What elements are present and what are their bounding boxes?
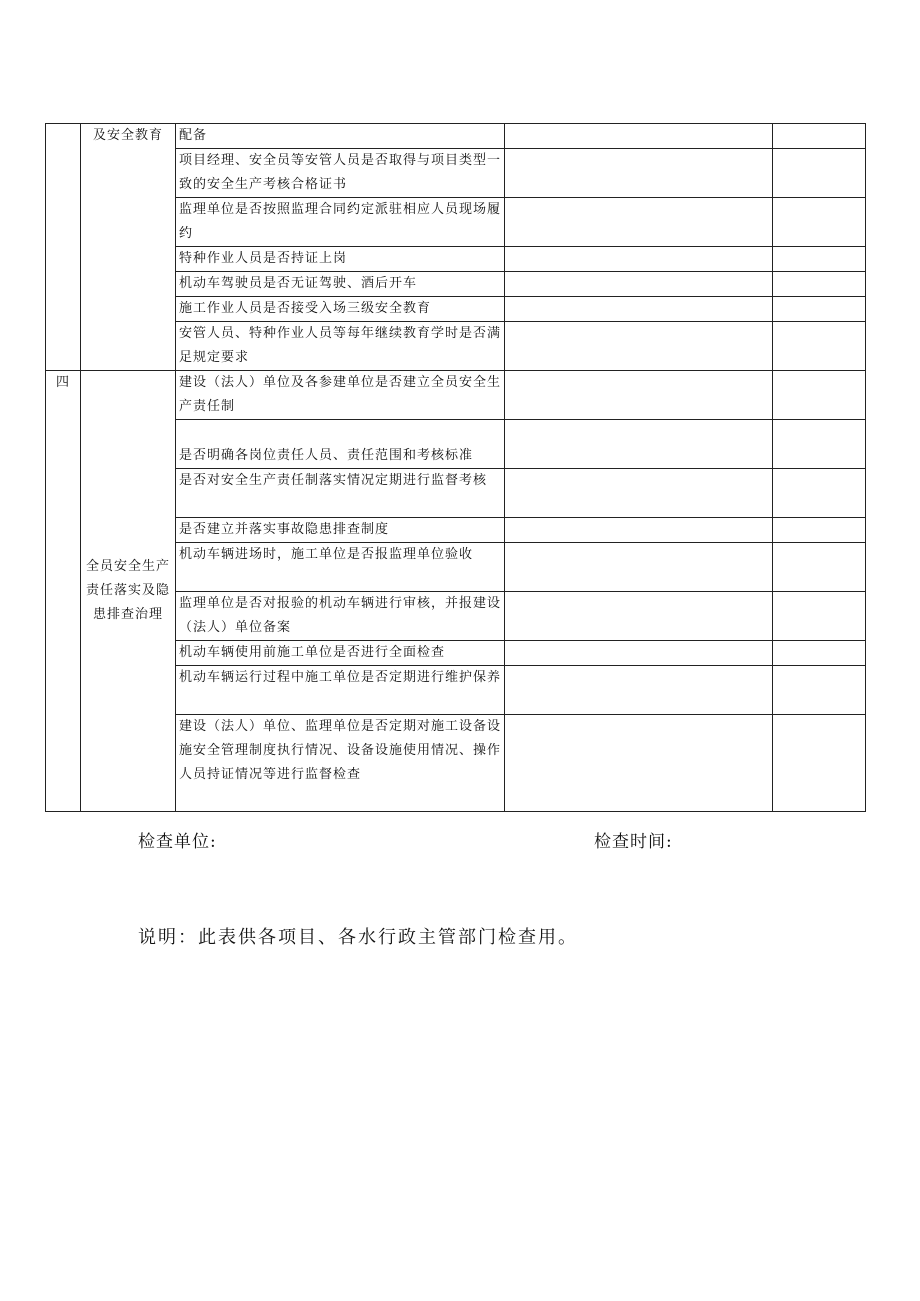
result-cell[interactable]	[505, 297, 773, 322]
check-item: 监理单位是否按照监理合同约定派驻相应人员现场履约	[176, 198, 505, 247]
inspection-checklist-table	[45, 123, 866, 812]
check-item: 特种作业人员是否持证上岗	[176, 247, 505, 272]
result-cell[interactable]	[505, 247, 773, 272]
check-item: 是否明确各岗位责任人员、责任范围和考核标准	[176, 420, 505, 469]
remark-cell[interactable]	[773, 592, 866, 641]
check-item: 是否建立并落实事故隐患排查制度	[176, 518, 505, 543]
remark-cell[interactable]	[773, 469, 866, 518]
section-number-cell	[46, 371, 81, 812]
remark-cell[interactable]	[773, 715, 866, 812]
check-item: 是否对安全生产责任制落实情况定期进行监督考核	[176, 469, 505, 518]
check-item: 施工作业人员是否接受入场三级安全教育	[176, 297, 505, 322]
remark-cell[interactable]	[773, 371, 866, 420]
section-category-cell	[81, 124, 176, 371]
section-number-cell	[46, 124, 81, 371]
inspection-time-label: 检查时间:	[594, 832, 673, 852]
check-item: 项目经理、安全员等安管人员是否取得与项目类型一致的安全生产考核合格证书	[176, 149, 505, 198]
result-cell[interactable]	[505, 272, 773, 297]
check-item: 机动车辆运行过程中施工单位是否定期进行维护保养	[176, 666, 505, 715]
remark-cell[interactable]	[773, 543, 866, 592]
result-cell[interactable]	[505, 543, 773, 592]
result-cell[interactable]	[505, 641, 773, 666]
remark-cell[interactable]	[773, 297, 866, 322]
section-number: 四	[55, 375, 70, 390]
remark-cell[interactable]	[773, 124, 866, 149]
footnote: 说明：此表供各项目、各水行政主管部门检查用。	[138, 927, 578, 948]
result-cell[interactable]	[505, 198, 773, 247]
remark-cell[interactable]	[773, 247, 866, 272]
inspection-unit-label: 检查单位:	[138, 832, 217, 852]
result-cell[interactable]	[505, 592, 773, 641]
remark-cell[interactable]	[773, 198, 866, 247]
check-item: 建设（法人）单位及各参建单位是否建立全员安全生产责任制	[176, 371, 505, 420]
result-cell[interactable]	[505, 518, 773, 543]
result-cell[interactable]	[505, 666, 773, 715]
section-category-label: 及安全教育	[92, 128, 163, 143]
remark-cell[interactable]	[773, 641, 866, 666]
check-item: 机动车驾驶员是否无证驾驶、酒后开车	[176, 272, 505, 297]
result-cell[interactable]	[505, 469, 773, 518]
section-category-cell	[81, 371, 176, 812]
check-item: 机动车辆进场时，施工单位是否报监理单位验收	[176, 543, 505, 592]
remark-cell[interactable]	[773, 322, 866, 371]
check-item: 建设（法人）单位、监理单位是否定期对施工设备设施安全管理制度执行情况、设备设施使用情况、操作人员持证情况等进行监督检查	[176, 715, 505, 812]
check-item: 安管人员、特种作业人员等每年继续教育学时是否满足规定要求	[176, 322, 505, 371]
check-item: 机动车辆使用前施工单位是否进行全面检查	[176, 641, 505, 666]
result-cell[interactable]	[505, 420, 773, 469]
result-cell[interactable]	[505, 371, 773, 420]
section-category-label: 全员安全生产责任落实及隐患排查治理	[85, 559, 170, 622]
table-row	[46, 124, 866, 149]
remark-cell[interactable]	[773, 149, 866, 198]
remark-cell[interactable]	[773, 666, 866, 715]
result-cell[interactable]	[505, 149, 773, 198]
result-cell[interactable]	[505, 124, 773, 149]
result-cell[interactable]	[505, 322, 773, 371]
remark-cell[interactable]	[773, 420, 866, 469]
table-row	[46, 371, 866, 420]
result-cell[interactable]	[505, 715, 773, 812]
remark-cell[interactable]	[773, 272, 866, 297]
check-item: 监理单位是否对报验的机动车辆进行审核，并报建设（法人）单位备案	[176, 592, 505, 641]
check-item: 配备	[176, 124, 505, 149]
remark-cell[interactable]	[773, 518, 866, 543]
